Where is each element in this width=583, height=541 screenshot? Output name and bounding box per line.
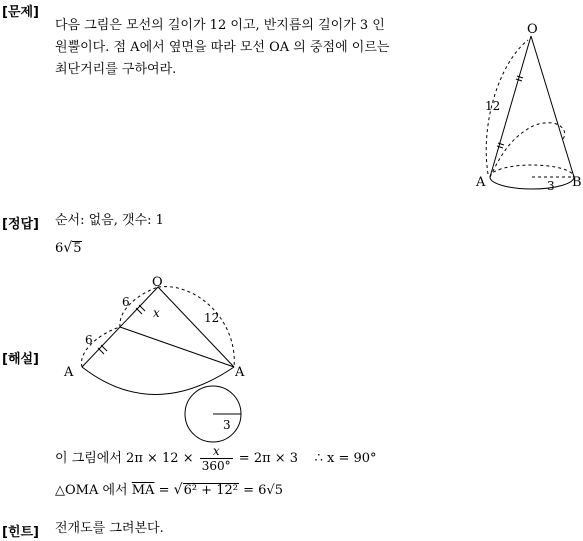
radical-sign: √: [173, 482, 183, 498]
solution-conclusion: ∴ x = 90°: [314, 451, 377, 466]
cone-tick-1b: [516, 79, 522, 81]
answer-radicand: 5: [73, 241, 82, 256]
cone-tick-2b: [497, 146, 503, 148]
net-side-right: [158, 287, 234, 367]
answer-coef: 6: [55, 241, 64, 256]
cone-tick-1a: [517, 76, 523, 78]
solution-line-1: [55, 444, 377, 474]
cone-label-b: B: [572, 175, 582, 190]
net-tick-2b: [101, 345, 107, 351]
answer-line: 순서: 없음, 갯수: 1: [55, 213, 164, 228]
net-tick-1b: [139, 305, 145, 311]
net-label-a-left: A: [64, 365, 74, 380]
solution-radicand: 6² + 12²: [183, 483, 238, 498]
problem-line-1: 다음 그림은 모선의 길이가 12 이고, 반지름의 길이가 3 인: [55, 18, 385, 33]
net-label-12: 12: [204, 311, 220, 325]
segment-ma: $\overline{MA}$: [131, 483, 155, 498]
answer-tag: [정답]: [2, 217, 39, 232]
cone-base-back: [490, 165, 574, 177]
net-label-a-right: A: [235, 365, 245, 380]
net-path-ma: [120, 327, 234, 367]
cone-base-front: [490, 177, 574, 189]
answer-value: [55, 240, 82, 256]
net-label-3: 3: [223, 418, 231, 432]
cone-label-o: O: [527, 22, 538, 37]
problem-text: [55, 15, 389, 81]
net-label-6-bottom: 6: [85, 333, 93, 347]
cone-side-right: [531, 36, 574, 177]
net-figure: [58, 272, 258, 450]
cone-label-12: 12: [485, 99, 501, 113]
cone-label-3: 3: [547, 179, 555, 193]
solution-equals: =: [158, 483, 170, 498]
solution-tag: [해설]: [2, 352, 39, 367]
cone-figure: [470, 22, 583, 197]
fraction-denominator: 360°: [201, 459, 231, 473]
solution-result: = 6√5: [243, 483, 283, 498]
net-tick-2a: [98, 348, 104, 354]
solution-eq-suffix: = 2π × 3: [238, 451, 299, 466]
solution-fraction: [200, 444, 233, 473]
hint-text: 전개도를 그려본다.: [55, 521, 164, 536]
cone-label-a: A: [476, 175, 486, 190]
net-label-o: O: [152, 275, 163, 290]
solution-line-2: [55, 480, 283, 501]
solution-line2-prefix: △OMA 에서: [55, 483, 128, 498]
problem-tag: [문제]: [2, 5, 39, 20]
problem-line-3: 최단거리를 구하여라.: [55, 62, 177, 77]
problem-line-2: 원뿔이다. 점 A에서 옆면을 따라 모선 OA 의 중점에 이르는: [55, 40, 390, 55]
hint-tag: [힌트]: [2, 525, 39, 540]
radical-sign: √: [63, 240, 73, 256]
net-arc: [82, 367, 234, 395]
net-tick-1a: [136, 308, 142, 314]
net-label-x: x: [153, 306, 160, 320]
solution-eq-prefix: 이 그림에서 2π × 12 ×: [55, 451, 194, 466]
net-label-6-top: 6: [122, 295, 130, 309]
fraction-numerator: x: [200, 444, 233, 459]
